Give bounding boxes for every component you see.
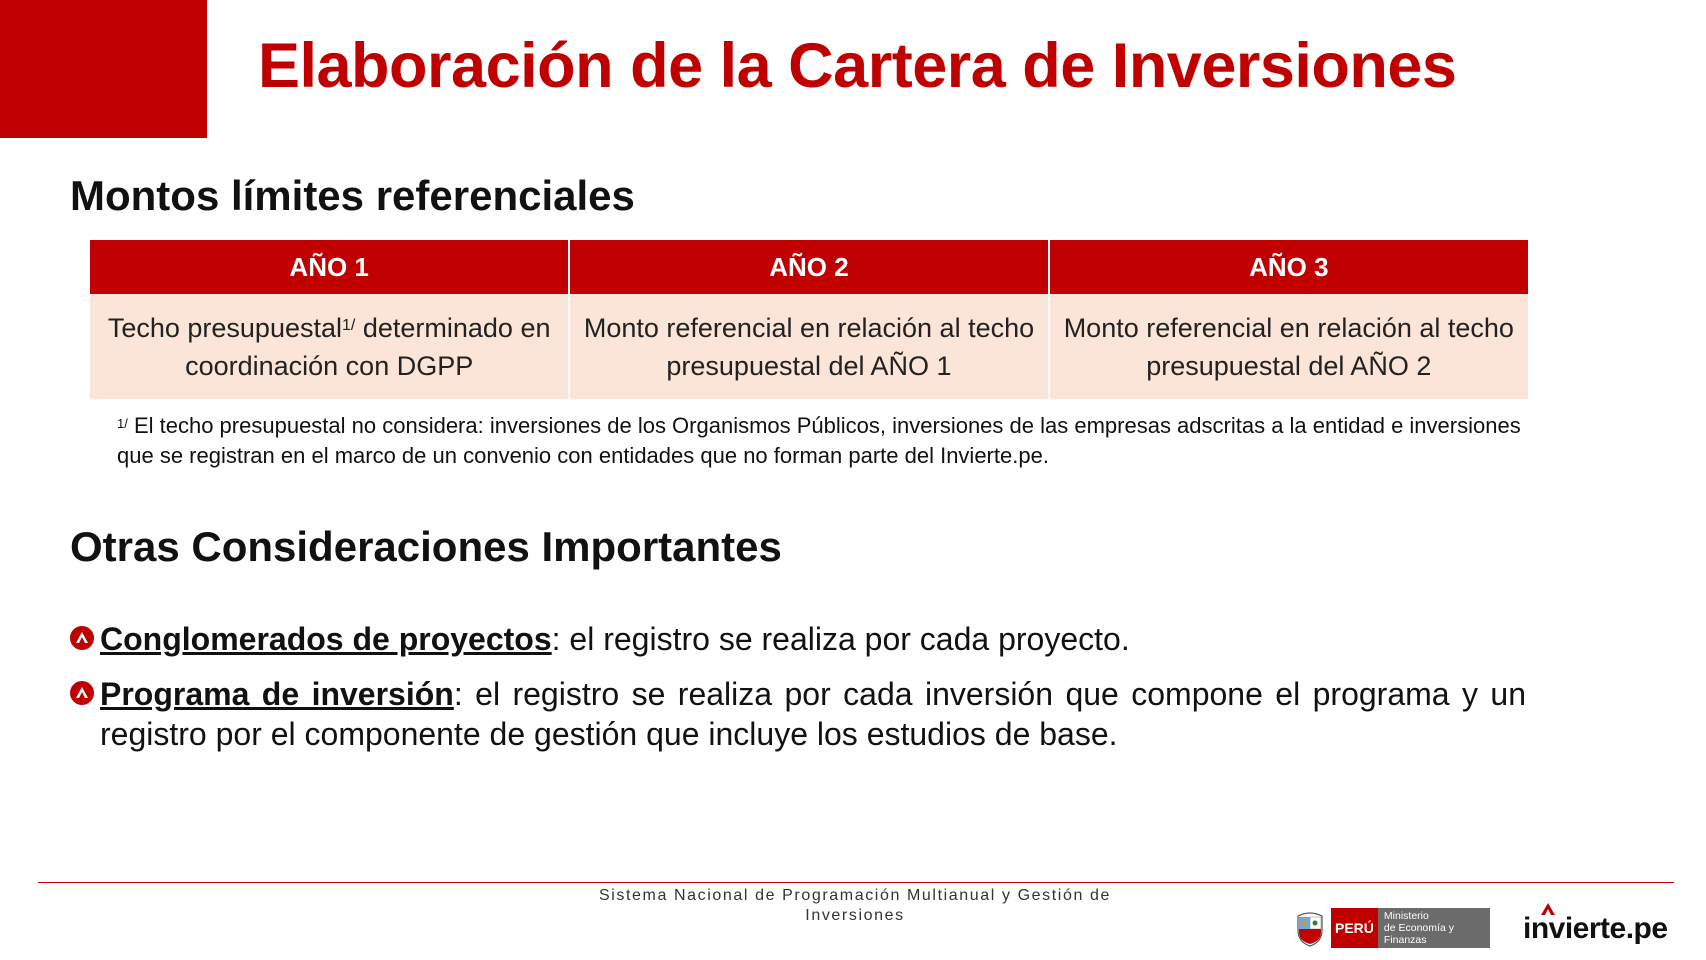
- bullet-text: : el registro se realiza por cada inversión que compone el programa y un registro por el componente de gestión que incluye los estudios de base.: [100, 676, 1527, 752]
- red-corner-block: [0, 0, 207, 138]
- ministry-label: Ministerio de Economía y Finanzas: [1378, 908, 1490, 948]
- coat-of-arms-icon: [1295, 908, 1325, 948]
- peru-label: PERÚ: [1331, 908, 1378, 948]
- bullet-text: : el registro se realiza por cada proyecto.: [551, 621, 1130, 657]
- invierte-bullet-icon: [70, 681, 94, 705]
- section-heading-limits: Montos límites referenciales: [70, 172, 635, 219]
- list-item: [70, 674, 1526, 754]
- footnote-text: El techo presupuestal no considera: inversiones de los Organismos Públicos, inversiones de las empresas adscritas a la entidad e inversiones que se registran en el marco de un convenio con entidades que no forman parte del Invierte.pe.: [117, 413, 1521, 468]
- footnote-marker: 1/: [117, 416, 128, 431]
- table-cell-year2: Monto referencial en relación al techo presupuestal del AÑO 1: [569, 294, 1048, 399]
- table-header-row: [90, 240, 1528, 294]
- bullet-term: Programa de inversión: [100, 676, 454, 712]
- footer-divider: [38, 882, 1674, 883]
- caret-icon: [1541, 903, 1555, 915]
- footer-text: Sistema Nacional de Programación Multianual y Gestión de Inversiones: [598, 887, 1112, 924]
- footnote-marker: 1/: [342, 316, 356, 334]
- table-cell-year1: Techo presupuestal$^{1/}$ determinado en coordinación con DGPP: [90, 294, 569, 399]
- invierte-logo: invierte.pe: [1523, 912, 1668, 946]
- table-header-cell: AÑO 3: [1049, 240, 1528, 294]
- slide-title: Elaboración de la Cartera de Inversiones: [258, 31, 1457, 101]
- table-row: [90, 294, 1528, 399]
- footnote: [117, 411, 1537, 471]
- invierte-bullet-icon: [70, 626, 94, 650]
- bullet-term: Conglomerados de proyectos: [100, 621, 552, 657]
- peru-mef-logo: [1295, 908, 1490, 948]
- table-cell-year3: Monto referencial en relación al techo presupuestal del AÑO 2: [1049, 294, 1528, 399]
- table-header-cell: AÑO 2: [569, 240, 1048, 294]
- limits-table: [90, 240, 1528, 399]
- table-header-cell: AÑO 1: [90, 240, 569, 294]
- list-item: [70, 619, 1526, 659]
- section-heading-considerations: Otras Consideraciones Importantes: [70, 523, 782, 570]
